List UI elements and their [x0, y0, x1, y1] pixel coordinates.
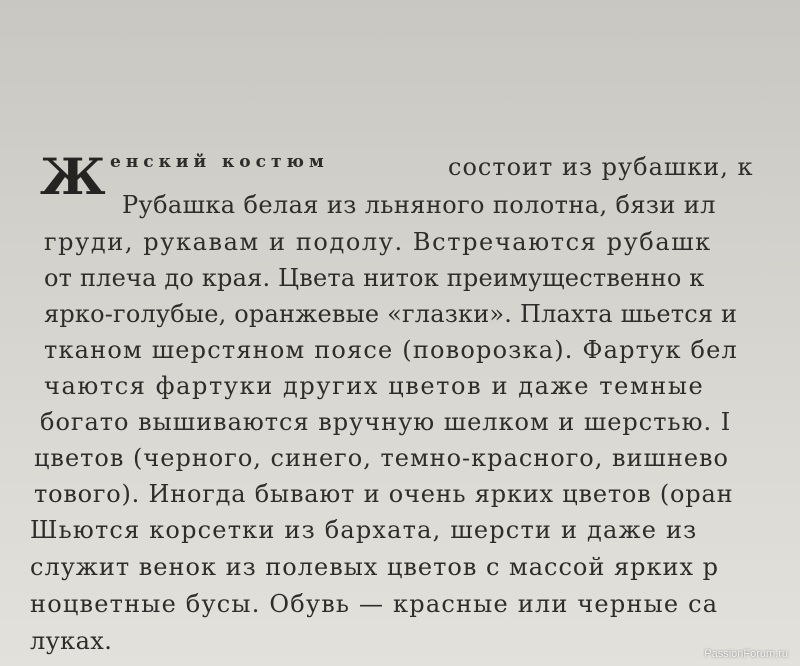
first-line-text: состоит из рубашки, к — [448, 153, 754, 181]
text-line: цветов (черного, синего, темно-красного, вишнево — [34, 444, 729, 472]
text-line: Шьются корсетки из бархата, шерсти и даже из — [30, 516, 698, 544]
text-line: чаются фартуки других цветов и даже темные — [44, 372, 705, 400]
text-line: Рубашка белая из льняного полотна, бязи ил — [122, 191, 716, 219]
drop-cap-letter: Ж — [40, 147, 106, 206]
text-line: тканом шерстяном поясе (поворозка). Фартук бел — [44, 336, 738, 364]
watermark-text: PassionForum.ru — [704, 648, 788, 660]
text-line: богато вышиваются вручную шелком и шерстью. І — [40, 408, 732, 436]
text-line: луках. — [30, 627, 113, 655]
section-title: енский костюм — [110, 152, 329, 172]
text-line: тового). Иногда бывают и очень ярких цветов (оран — [34, 480, 734, 508]
text-line: ярко-голубые, оранжевые «глазки». Плахта шьется и — [44, 300, 738, 328]
text-line: ноцветные бусы. Обувь — красные или черные са — [30, 590, 719, 618]
text-line: служит венок из полевых цветов с массой ярких р — [30, 553, 720, 581]
text-line: груди, рукавам и подолу. Встречаются рубашк — [44, 228, 712, 256]
text-line: от плеча до края. Цвета ниток преимущественно к — [44, 264, 705, 292]
